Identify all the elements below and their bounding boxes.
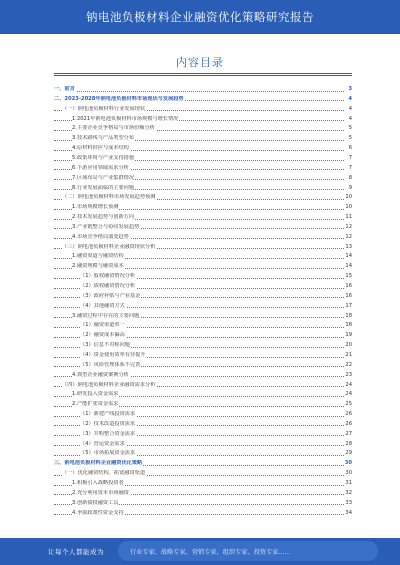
toc-entry-title: 4.原材料供应与成本结构 (72, 145, 129, 152)
toc-entry-page: 26 (345, 420, 352, 427)
toc-entry[interactable] (54, 460, 352, 467)
toc-entry[interactable] (54, 303, 352, 310)
toc-entry-page: 8 (344, 175, 352, 182)
toc-entry-page: 15 (345, 273, 352, 280)
toc-entry[interactable] (54, 480, 352, 487)
toc-entry-title: （3）并购整合资金需求 (80, 430, 136, 437)
toc-entry-title: （5）风险管理体系不完善 (80, 361, 141, 368)
toc-entry[interactable] (54, 352, 352, 359)
toc-entry-title: 一、前言 (54, 86, 75, 92)
toc-entry-page: 5 (344, 135, 352, 142)
toc-entry[interactable] (54, 214, 352, 221)
toc-entry-title: （二）钠电池负极材料市场发展趋势预测 (62, 194, 156, 201)
toc-entry-page: 18 (345, 322, 352, 329)
toc-entry-page: 14 (345, 263, 352, 270)
toc-entry-title: 4.市场竞争格局演变趋势 (72, 233, 129, 240)
toc-entry[interactable] (54, 332, 352, 339)
toc-entry-title: （一）钠电池负极材料行业发展现状 (62, 105, 146, 112)
toc-entry-title: （2）技术改造投资需求 (80, 420, 136, 427)
toc-entry-title: 三、钠电池负极材料企业融资优化策略 (54, 460, 143, 467)
footer-slogan: 让每个人都能成为 (48, 548, 104, 556)
toc-entry-title: 5.政策环境与产业支持措施 (72, 154, 135, 161)
toc-entry-title: （2）债权融资情况分析 (80, 283, 136, 289)
toc-entry-page: 27 (345, 430, 352, 437)
toc-entry-page: 28 (345, 440, 352, 447)
toc-entry-title: 6.下游应用领域需求分析 (72, 164, 129, 171)
toc-entry[interactable] (54, 253, 352, 260)
toc-entry-title: （3）政府补贴与产业基金 (80, 292, 141, 299)
toc-entry-page: 10 (345, 204, 352, 211)
toc-entry-page: 12 (345, 233, 352, 240)
toc-entry-page: 34 (345, 509, 352, 516)
toc-entry-page: 24 (345, 381, 352, 388)
toc-entry[interactable] (54, 441, 352, 448)
toc-entry-title: 3.创新债权融资工具 (72, 499, 119, 506)
toc-entry-page: 17 (345, 302, 352, 309)
toc-entry[interactable] (54, 431, 352, 438)
toc-entry-title: 1.市场规模增长预测 (72, 204, 119, 211)
toc-entry-title: 2.主要企业竞争格局与市场份额分析 (72, 125, 155, 132)
toc-entry-page: 19 (345, 332, 352, 339)
toc-entry-page: 16 (345, 292, 352, 299)
toc-entry-title: 1.研发投入资金需求 (72, 391, 119, 398)
toc-entry-page: 6 (344, 145, 352, 152)
toc-entry[interactable] (54, 224, 352, 231)
toc-entry-title: 3.产业链整合与协同发展趋势 (72, 223, 140, 230)
toc-entry-page: 18 (345, 312, 352, 319)
toc-entry-title: 2.充分利用资本市场融资 (72, 489, 129, 496)
toc-heading: 内容目录 (176, 56, 224, 69)
toc-entry-page: 21 (345, 351, 352, 358)
toc-entry[interactable] (54, 362, 352, 369)
toc-entry[interactable] (54, 106, 352, 113)
toc-entry[interactable] (54, 194, 352, 201)
footer-tagline: 行业专家、战略专家、营销专家、组织专家、投资专家…… (130, 549, 291, 556)
toc-top-divider (54, 73, 352, 74)
toc-entry-page: 31 (345, 480, 352, 486)
report-title: 钠电池负极材料企业融资优化策略研究报告 (86, 10, 314, 24)
toc-entry[interactable] (54, 372, 352, 379)
toc-entry-page: 4 (344, 106, 352, 113)
toc-entry-title: 3.融资过程中存在的主要问题 (72, 312, 140, 319)
toc-entry-title: 1.融资渠道与融资结构 (72, 253, 124, 260)
toc-top-divider-secondary (54, 75, 352, 76)
toc-entry-page: 32 (345, 489, 352, 496)
toc-entry-title: （5）市场拓展资金需求 (80, 450, 136, 457)
toc-entry-title: （2）融资成本偏高 (80, 332, 125, 339)
toc-entry[interactable] (54, 342, 352, 349)
toc-entry-page: 7 (344, 165, 352, 172)
toc-entry-title: （3）信息不对称问题 (80, 342, 130, 349)
toc-entry[interactable] (54, 313, 352, 320)
toc-entry[interactable] (54, 165, 352, 172)
toc-entry-page: 7 (344, 155, 352, 162)
toc-entry-title: （1）新建产线投资需求 (80, 411, 136, 418)
toc-entry[interactable] (54, 125, 352, 132)
toc-entry[interactable] (54, 283, 352, 290)
toc-entry[interactable] (54, 382, 352, 389)
toc-entry[interactable] (54, 155, 352, 162)
toc-entry-title: 2.产能扩张资金需求 (72, 401, 119, 408)
toc-entry-page: 14 (345, 253, 352, 260)
toc-entry-page: 5 (344, 125, 352, 132)
toc-entry-page: 29 (345, 450, 352, 457)
toc-entry[interactable] (54, 185, 352, 192)
toc-entry[interactable] (54, 234, 352, 241)
toc-entry-page: 33 (345, 499, 352, 506)
toc-entry-title: 1.2021年钠电池负极材料市场规模与增长情况 (72, 115, 179, 122)
toc-entry[interactable] (54, 470, 352, 477)
toc-entry-page: 26 (345, 411, 352, 418)
toc-entry[interactable] (54, 411, 352, 418)
toc-entry-page: 25 (345, 401, 352, 408)
toc-entry-page: 30 (344, 460, 352, 467)
toc-entry-title: （4）资金使用效率有待提升 (80, 351, 146, 358)
toc-entry-page: 11 (345, 214, 352, 221)
toc-entry-page: 30 (345, 470, 352, 477)
toc-entry[interactable] (54, 96, 352, 103)
toc-entry-page: 23 (345, 371, 352, 378)
toc-leader-dots (54, 91, 344, 92)
toc-entry[interactable] (54, 273, 352, 280)
toc-entry[interactable] (54, 490, 352, 497)
toc-entry-title: （一）优化融资结构，拓宽融资渠道 (62, 470, 146, 477)
toc-entry[interactable] (54, 510, 352, 517)
toc-entry[interactable] (54, 244, 352, 251)
toc-entry-page: 12 (345, 223, 352, 230)
toc-entry-title: 2.融资规模与融资成本 (72, 263, 124, 270)
toc-entry[interactable] (54, 391, 352, 398)
toc-entry-title: 7.区域布局与产业集群情况 (72, 174, 135, 181)
toc-entry-page: 4 (344, 116, 352, 123)
toc-entry-title: （4）其他融资方式 (80, 302, 125, 309)
toc-entry-title: 二、2023-2028年钠电池负极材料市场现状与发展趋势 (54, 95, 184, 102)
toc-entry-title: 3.技术路线与产品类型分布 (72, 135, 135, 142)
toc-entry-title: （1）股权融资情况分析 (80, 273, 136, 280)
toc-entry[interactable] (54, 421, 352, 428)
toc-entry[interactable] (54, 135, 352, 142)
toc-entry-title: 2.技术发展趋势与创新方向 (72, 214, 135, 221)
toc-entry-page: 10 (345, 194, 352, 201)
toc-entry-title: 4.典型企业融资案例分析 (72, 371, 129, 378)
toc-entry-page: 22 (345, 361, 352, 368)
toc-entry-title: 1.积极引入战略投资者 (72, 480, 124, 486)
toc-entry[interactable] (54, 116, 352, 123)
toc-entry-page: 4 (344, 96, 352, 103)
toc-entry[interactable] (54, 263, 352, 270)
toc-entry-page: 3 (344, 86, 352, 93)
toc-entry[interactable] (54, 322, 352, 329)
toc-entry-title: （三）钠电池负极材料企业融资现状分析 (62, 243, 156, 250)
toc-entry-page: 16 (345, 283, 352, 289)
toc-entry-title: 4.争取政策性资金支持 (72, 509, 124, 516)
toc-entry[interactable] (54, 450, 352, 457)
toc-entry-title: 8.行业发展面临的主要问题 (72, 184, 135, 191)
toc-entry-title: （4）营运资金需求 (80, 440, 125, 447)
toc-entry-page: 13 (345, 243, 352, 250)
toc-entry[interactable] (54, 145, 352, 152)
toc-entry[interactable] (54, 204, 352, 211)
toc-entry-page: 9 (344, 185, 352, 192)
toc-entry[interactable] (54, 86, 352, 93)
toc-entry[interactable] (54, 175, 352, 182)
toc-entry[interactable] (54, 401, 352, 408)
toc-entry[interactable] (54, 293, 352, 300)
toc-entry-title: （四）钠电池负极材料企业融资需求分析 (62, 381, 156, 388)
toc-entry-title: （1）融资渠道单一 (80, 322, 125, 329)
toc-entry-page: 24 (345, 391, 352, 398)
toc-entry-page: 20 (345, 342, 352, 349)
toc-entry[interactable] (54, 500, 352, 507)
